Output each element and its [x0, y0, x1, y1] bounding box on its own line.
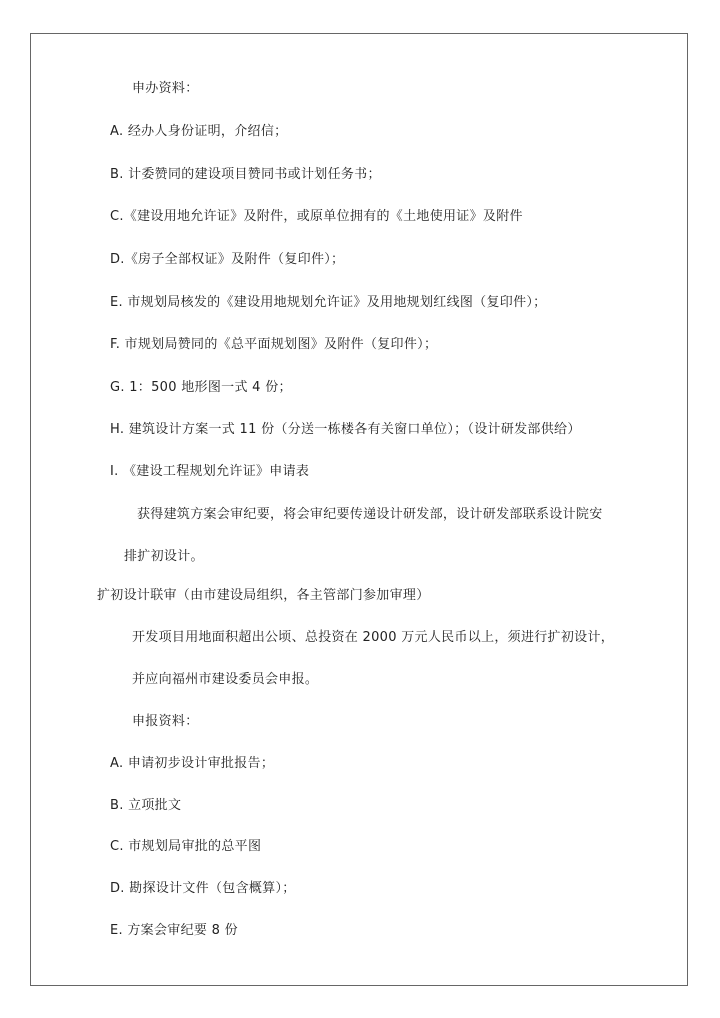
list-item: E. 方案会审纪要 8 份 — [110, 923, 238, 938]
list-item: D.《房子全部权证》及附件（复印件）； — [110, 252, 345, 267]
list-item: I. 《建设工程规划允许证》申请表 — [110, 464, 310, 479]
list-item: D. 勘探设计文件（包含概算）； — [110, 881, 296, 896]
list-item: B. 立项批文 — [110, 798, 182, 813]
paragraph-line: 开发项目用地面积超出公顷、总投资在 2000 万元人民币以上，须进行扩初设计， — [132, 630, 615, 645]
list-item: G. 1：500 地形图一式 4 份； — [110, 380, 292, 395]
section-heading-preliminary-design-review: 扩初设计联审（由市建设局组织，各主管部门参加审理） — [97, 588, 430, 603]
list-item: A. 经办人身份证明，介绍信； — [110, 124, 288, 139]
list-item: F. 市规划局赞同的《总平面规划图》及附件（复印件）； — [110, 337, 438, 352]
paragraph-line: 排扩初设计。 — [124, 549, 204, 564]
list-item: H. 建筑设计方案一式 11 份（分送一栋楼各有关窗口单位）；（设计研发部供给） — [110, 422, 581, 437]
paragraph-line: 并应向福州市建设委员会申报。 — [132, 672, 319, 687]
list-item: A. 申请初步设计审批报告； — [110, 756, 275, 771]
list-item: C. 市规划局审批的总平图 — [110, 839, 262, 854]
paragraph-line: 获得建筑方案会审纪要，将会审纪要传递设计研发部，设计研发部联系设计院安 — [137, 507, 603, 522]
list-item: E. 市规划局核发的《建设用地规划允许证》及用地规划红线图（复印件）； — [110, 295, 547, 310]
section-heading-declaration-materials: 申报资料： — [132, 714, 199, 729]
list-item: C.《建设用地允许证》及附件，或原单位拥有的《土地使用证》及附件 — [110, 209, 523, 224]
list-item: B. 计委赞同的建设项目赞同书或计划任务书； — [110, 167, 381, 182]
section-heading-application-materials: 申办资料： — [132, 81, 199, 96]
